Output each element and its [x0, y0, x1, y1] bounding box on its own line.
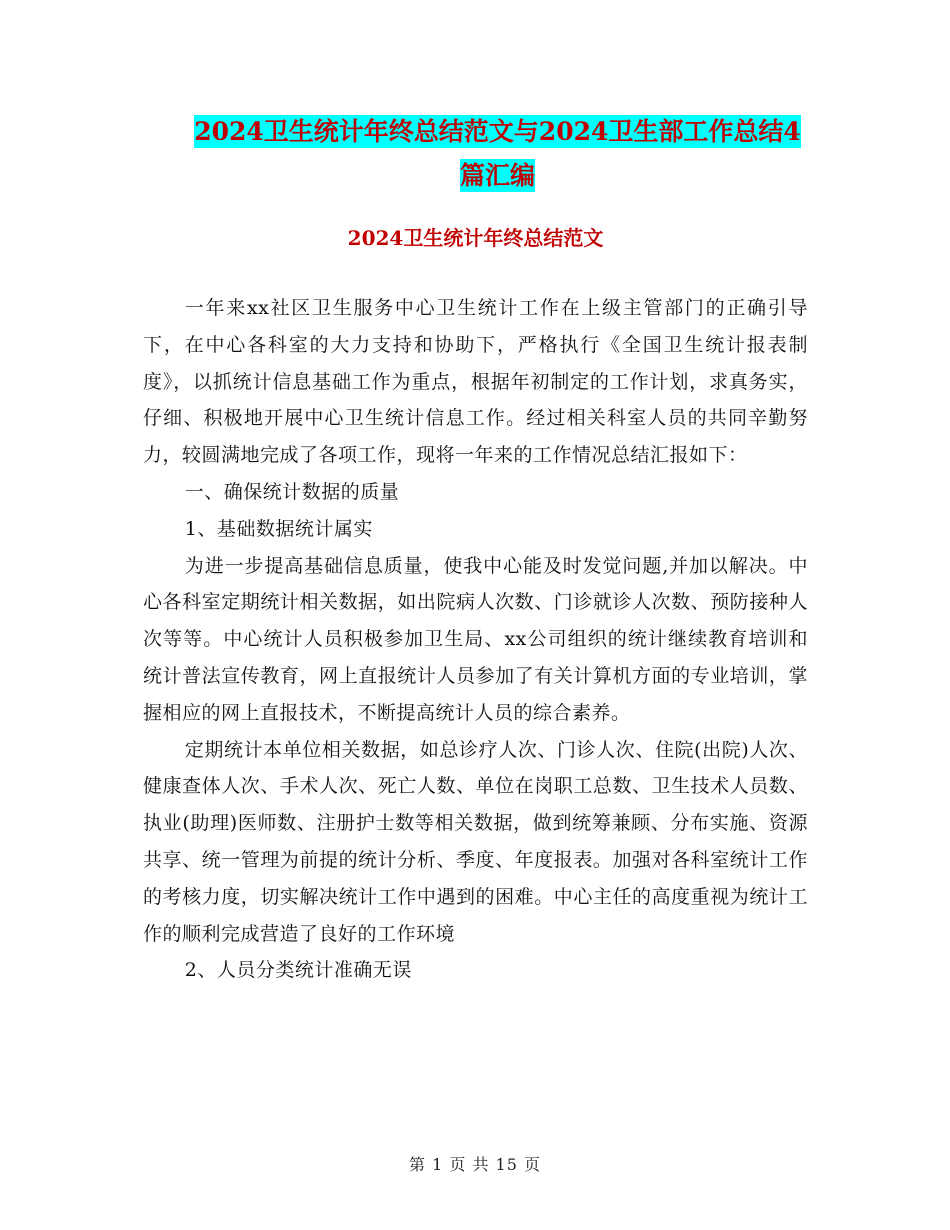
document-title [145, 110, 850, 198]
section-title: 2024卫生统计年终总结范文 [347, 226, 604, 250]
heading-data-quality: 一、确保统计数据的质量 [184, 480, 400, 503]
paragraph-periodic-stats: 定期统计本单位相关数据，如总诊疗人次、门诊人次、住院(出院)人次、健康查体人次、手术人次、死亡人数、单位在岗职工总数、卫生技术人员数、执业(助理)医师数、注册护士数等相关数据，做到统筹兼顾、分布实施、资源共享、统一管理为前提的统计分析、季度、年度报表。加强对各科室统计工作的考核力度，切实解决统计工作中遇到的困难。中心主任的高度重视为统计工作的顺利完成营造了良好的工作环境 [143, 738, 808, 945]
title-line-2: 篇汇编 [459, 161, 535, 190]
title-line-1: 2024卫生统计年终总结范文与2024卫生部工作总结4 [194, 117, 801, 146]
subheading-basic-data: 1、基础数据统计属实 [184, 517, 373, 540]
paragraph-intro: 一年来xx社区卫生服务中心卫生统计工作在上级主管部门的正确引导下，在中心各科室的大力支持和协助下，严格执行《全国卫生统计报表制度》，以抓统计信息基础工作为重点，根据年初制定的工作计划，求真务实，仔细、积极地开展中心卫生统计信息工作。经过相关科室人员的共同辛勤努力，较圆满地完成了各项工作，现将一年来的工作情况总结汇报如下： [143, 297, 808, 467]
paragraph-basic-data: 为进一步提高基础信息质量，使我中心能及时发觉问题,并加以解决。中心各科室定期统计相关数据，如出院病人次数、门诊就诊人次数、预防接种人次等等。中心统计人员积极参加卫生局、xx公司组织的统计继续教育培训和统计普法宣传教育，网上直报统计人员参加了有关计算机方面的专业培训，掌握相应的网上直报技术，不断提高统计人员的综合素养。 [143, 554, 808, 724]
document-body [143, 290, 808, 989]
page-footer: 第 1 页 共 15 页 [409, 1155, 541, 1174]
subheading-personnel-stats: 2、人员分类统计准确无误 [184, 959, 412, 982]
